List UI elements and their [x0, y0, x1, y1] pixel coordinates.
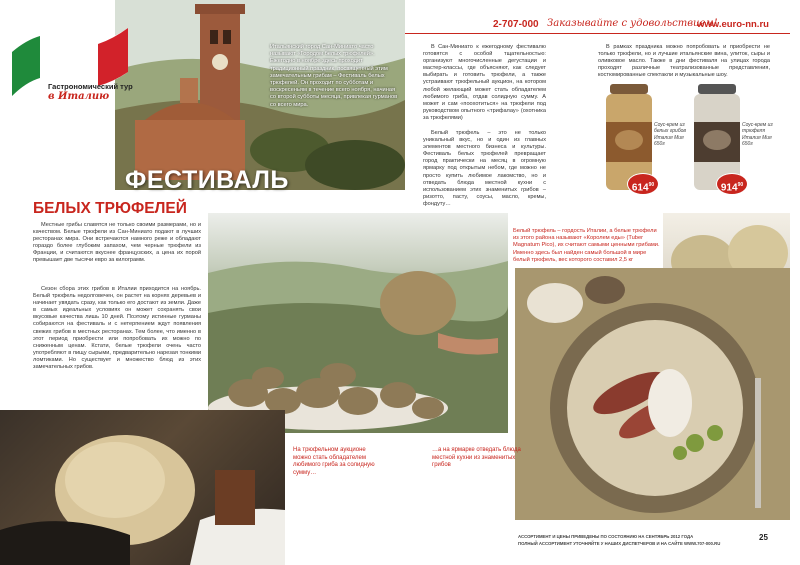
page-number: 25 — [759, 533, 768, 542]
intro-text: Итальянский город Сан-Миниато часто называют «Городом белых трюфелей». Ежегодно в ноябре здесь проходит традиционный праздник, посвященный этим замечательным грибам – Фестиваль белых трюфелей. Он проходит по субботам и воскресеньям в течение всего ноября, начиная со второй субботы месяца, привлекая гурманов со всего мира. — [270, 44, 398, 108]
caption-fair: …а на ярмарке отведать блюда местной кухни из знаменитых грибов — [432, 447, 521, 469]
column-middle-1: В Сан-Миниато к ежегодному фестивалю готовятся с особой тщательностью: организуют многочисленные дегустации и мастер-классы, где объясняют, как следует выбирать и готовить трюфели, а также устраивают трюфельный аукцион, на котором любой желающий может стать обладателем любимого гриба, отдав солидную сумму. А может и сам «поохотиться» на трюфели под руководством опытного «трифалау» (охотника за трюфелями) — [423, 44, 546, 121]
header-divider — [405, 33, 790, 34]
price-badge-1: $614^{90}$ — [627, 173, 659, 195]
column-middle-2: Белый трюфель – это не только уникальный вкус, но и один из главных элементов местного бизнеса и культуры. Фестиваль белых трюфелей превращает город практически на месяц в огромную ярмарку под открытым небом, где можно не просто купить любимое лакомство, но и отведать блюда местной кухни с использованием этих знаменитых грибов – ризотто, пасту, соусы, масло, кремы, фондуту… — [423, 130, 546, 207]
price-badge-2: $914^{90}$ — [716, 173, 748, 195]
headline-festival: ФЕСТИВАЛЬ — [125, 166, 289, 194]
header-phone: 2-707-000 — [493, 19, 539, 30]
footer-note-1: АССОРТИМЕНТ И ЦЕНЫ ПРИВЕДЕНЫ ПО СОСТОЯНИЮ НА СЕНТЯБРЬ 2012 ГОДА — [518, 534, 694, 539]
header-slogan: Заказывайте с удовольствием! — [547, 18, 718, 29]
headline-white-truffles: БЕЛЫХ ТРЮФЕЛЕЙ — [33, 200, 187, 217]
caption-auction: На трюфельном аукционе можно стать обладателем любимого гриба за солидную сумму… — [293, 447, 375, 476]
footer-note-2: ПОЛНЫЙ АССОРТИМЕНТ УТОЧНЯЙТЕ У НАШИХ ДИСПЕТЧЕРОВ И НА САЙТЕ WWW.707-000.RU — [518, 541, 721, 546]
body-paragraph-2: Сезон сбора этих грибов в Италии приходится на ноябрь. Белый трюфель недолговечен, он растет на корнях деревьев и начинает увядать сразу, как только его достают из земли. Даже в самых идеальных условиях он может сохранять свои вкусовые качества лишь 10 дней. Поэтому истинные гурманы собираются на фестиваль и с нетерпением ждут появления свежих грибов в местных ресторанах. Тем более, что именно в этот период приобрести или попробовать их можно по сниженным ценам. Кстати, белые трюфели очень часто употребляют в пищу сырыми, предварительно нарезая тонкими ломтиками. Но существует и множество блюд из этих замечательных грибов. — [33, 286, 201, 371]
tour-title: Гастрономический тур — [48, 82, 133, 91]
header-site[interactable]: www.euro-nn.ru — [697, 19, 769, 30]
body-paragraph-1: Местные грибы славятся не только своими размерами, но и качеством. Белые трюфели из Сан-Миниато подают в лучших ресторанах мира. Они встречаются намного реже и обладают гораздо более глубоким запахом, чем черные трюфели из Франции, и считаются вкуснее французских, а цена их порой превышает две тысячи евро за килограмм. — [33, 222, 201, 264]
product-caption-1: Соус-крем из белых грибов Италия Мия 650г — [654, 122, 687, 147]
truffle-dish-photo — [515, 268, 790, 520]
truffle-in-hand-photo — [0, 410, 285, 565]
truffle-caption: Белый трюфель – гордость Италии, а белые трюфели из этого района называют «Королем еды» (Tuber Magnatum Pico), их считают самыми ценными грибами. Именно здесь был найден самый большой в мире белый трюфель, вес которого составил 2,5 кг — [513, 228, 660, 263]
column-right: В рамках праздника можно попробовать и приобрести не только трюфели, но и лучшие итальянские вина, улиток, сыры и оливковое масло. Также в дни фестиваля на улицах города проходят различные театрализованные представления, костюмированные спектакли и музыкальные шоу. — [598, 44, 770, 79]
product-caption-2: Соус-крем из трюфеля Италия Мия 650г — [742, 122, 773, 147]
tour-subtitle: в Италию — [48, 91, 110, 102]
truffles-landscape-photo — [208, 213, 508, 433]
